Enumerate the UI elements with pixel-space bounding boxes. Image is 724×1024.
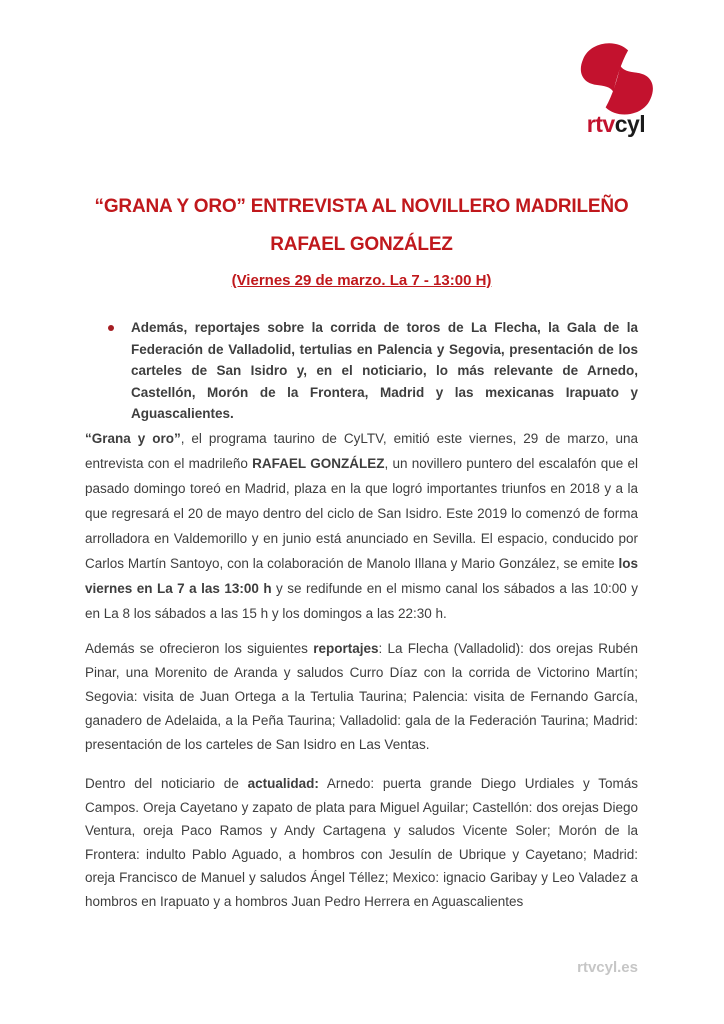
summary-bullet <box>108 317 638 425</box>
paragraph-intro-text-3: y se redifunde en el mismo canal los sábados a las 10:00 y en La 8 los sábados a las 15 h y los domingos a las 22:30 h. <box>85 581 639 621</box>
summary-bullet-text: Además, reportajes sobre la corrida de toros de La Flecha, la Gala de la Federación de Valladolid, tertulias en Palencia y Segovia, presentación de los carteles de San Isidro y, en el noticiario, lo más relevante de Arnedo, Castellón, Morón de la Frontera, Madrid y las mexicanas Irapuato y Aguascalientes. <box>131 320 638 421</box>
wordmark-rtv: rtv <box>586 111 615 137</box>
paragraph-intro-text-2: , un novillero puntero del escalafón que el pasado domingo toreó en Madrid, plaza en la que logró importantes triunfos en 2018 y a la que regresará el 20 de mayo dentro del ciclo de San Isidro. Este 2019 lo comenzó de forma arrolladora en Valdemorillo y en junio está anunciado en Sevilla. El espacio, conducido por Carlos Martín Santoyo, con la colaboración de Manolo Illana y Mario González, se emite <box>85 456 639 571</box>
footer-site-url: rtvcyl.es <box>577 959 638 976</box>
broadcast-slot: los viernes en La 7 a las 13:00 h <box>85 556 638 596</box>
paragraph-actualidad-text-2: Arnedo: puerta grande Diego Urdiales y Tomás Campos. Oreja Cayetano y zapato de plata para Miguel Aguilar; Castellón: dos orejas Diego Ventura, oreja Paco Ramos y Andy Cartagena y saludos Vicente Soler; Morón de la Frontera: indulto Pablo Aguado, a hombros con Jesulín de Ubrique y Cayetano; Madrid: oreja Francisco de Manuel y saludos Ángel Téllez; Mexico: ignacio Garibay y Leo Valadez a hombros en Irapuato y a hombros Juan Pedro Herrera en Aguascalientes <box>85 776 638 909</box>
actualidad-keyword: actualidad: <box>247 776 319 791</box>
paragraph-actualidad-text-1: Dentro del noticiario de <box>85 776 248 791</box>
paragraph-intro <box>85 426 638 626</box>
title-line-1: “GRANA Y ORO” ENTREVISTA AL NOVILLERO MADRILEÑO <box>94 196 629 217</box>
reportajes-keyword: reportajes <box>313 641 379 656</box>
paragraph-reportajes-text-1: Además se ofrecieron los siguientes <box>85 641 314 656</box>
paragraph-actualidad <box>85 772 638 913</box>
bullet-icon <box>108 325 114 331</box>
title-line-2: RAFAEL GONZÁLEZ <box>270 234 453 255</box>
page-title <box>85 188 638 264</box>
wordmark-cyl: cyl <box>614 111 646 137</box>
paragraph-reportajes <box>85 637 638 757</box>
rtvcyl-logo-icon <box>570 40 662 116</box>
program-name: “Grana y oro” <box>85 431 181 446</box>
broadcast-date-subtitle: (Viernes 29 de marzo. La 7 - 13:00 H) <box>231 272 492 289</box>
paragraph-intro-text-1: , el programa taurino de CyLTV, emitió este viernes, 29 de marzo, una entrevista con el madrileño <box>85 431 638 471</box>
rtvcyl-wordmark <box>566 113 666 136</box>
rtvcyl-logo <box>566 40 666 136</box>
paragraph-reportajes-text-2: : La Flecha (Valladolid): dos orejas Rubén Pinar, una Morenito de Aranda y saludos Curro Díaz con la corrida de Victorino Martín; Segovia: visita de Juan Ortega a la Tertulia Taurina; Palencia: visita de Fernando García, ganadero de Adelaida, a la Peña Taurina; Valladolid: gala de la Federación Taurina; Madrid: presentación de los carteles de San Isidro en Las Ventas. <box>85 641 639 752</box>
interviewee-name: RAFAEL GONZÁLEZ <box>252 456 385 471</box>
